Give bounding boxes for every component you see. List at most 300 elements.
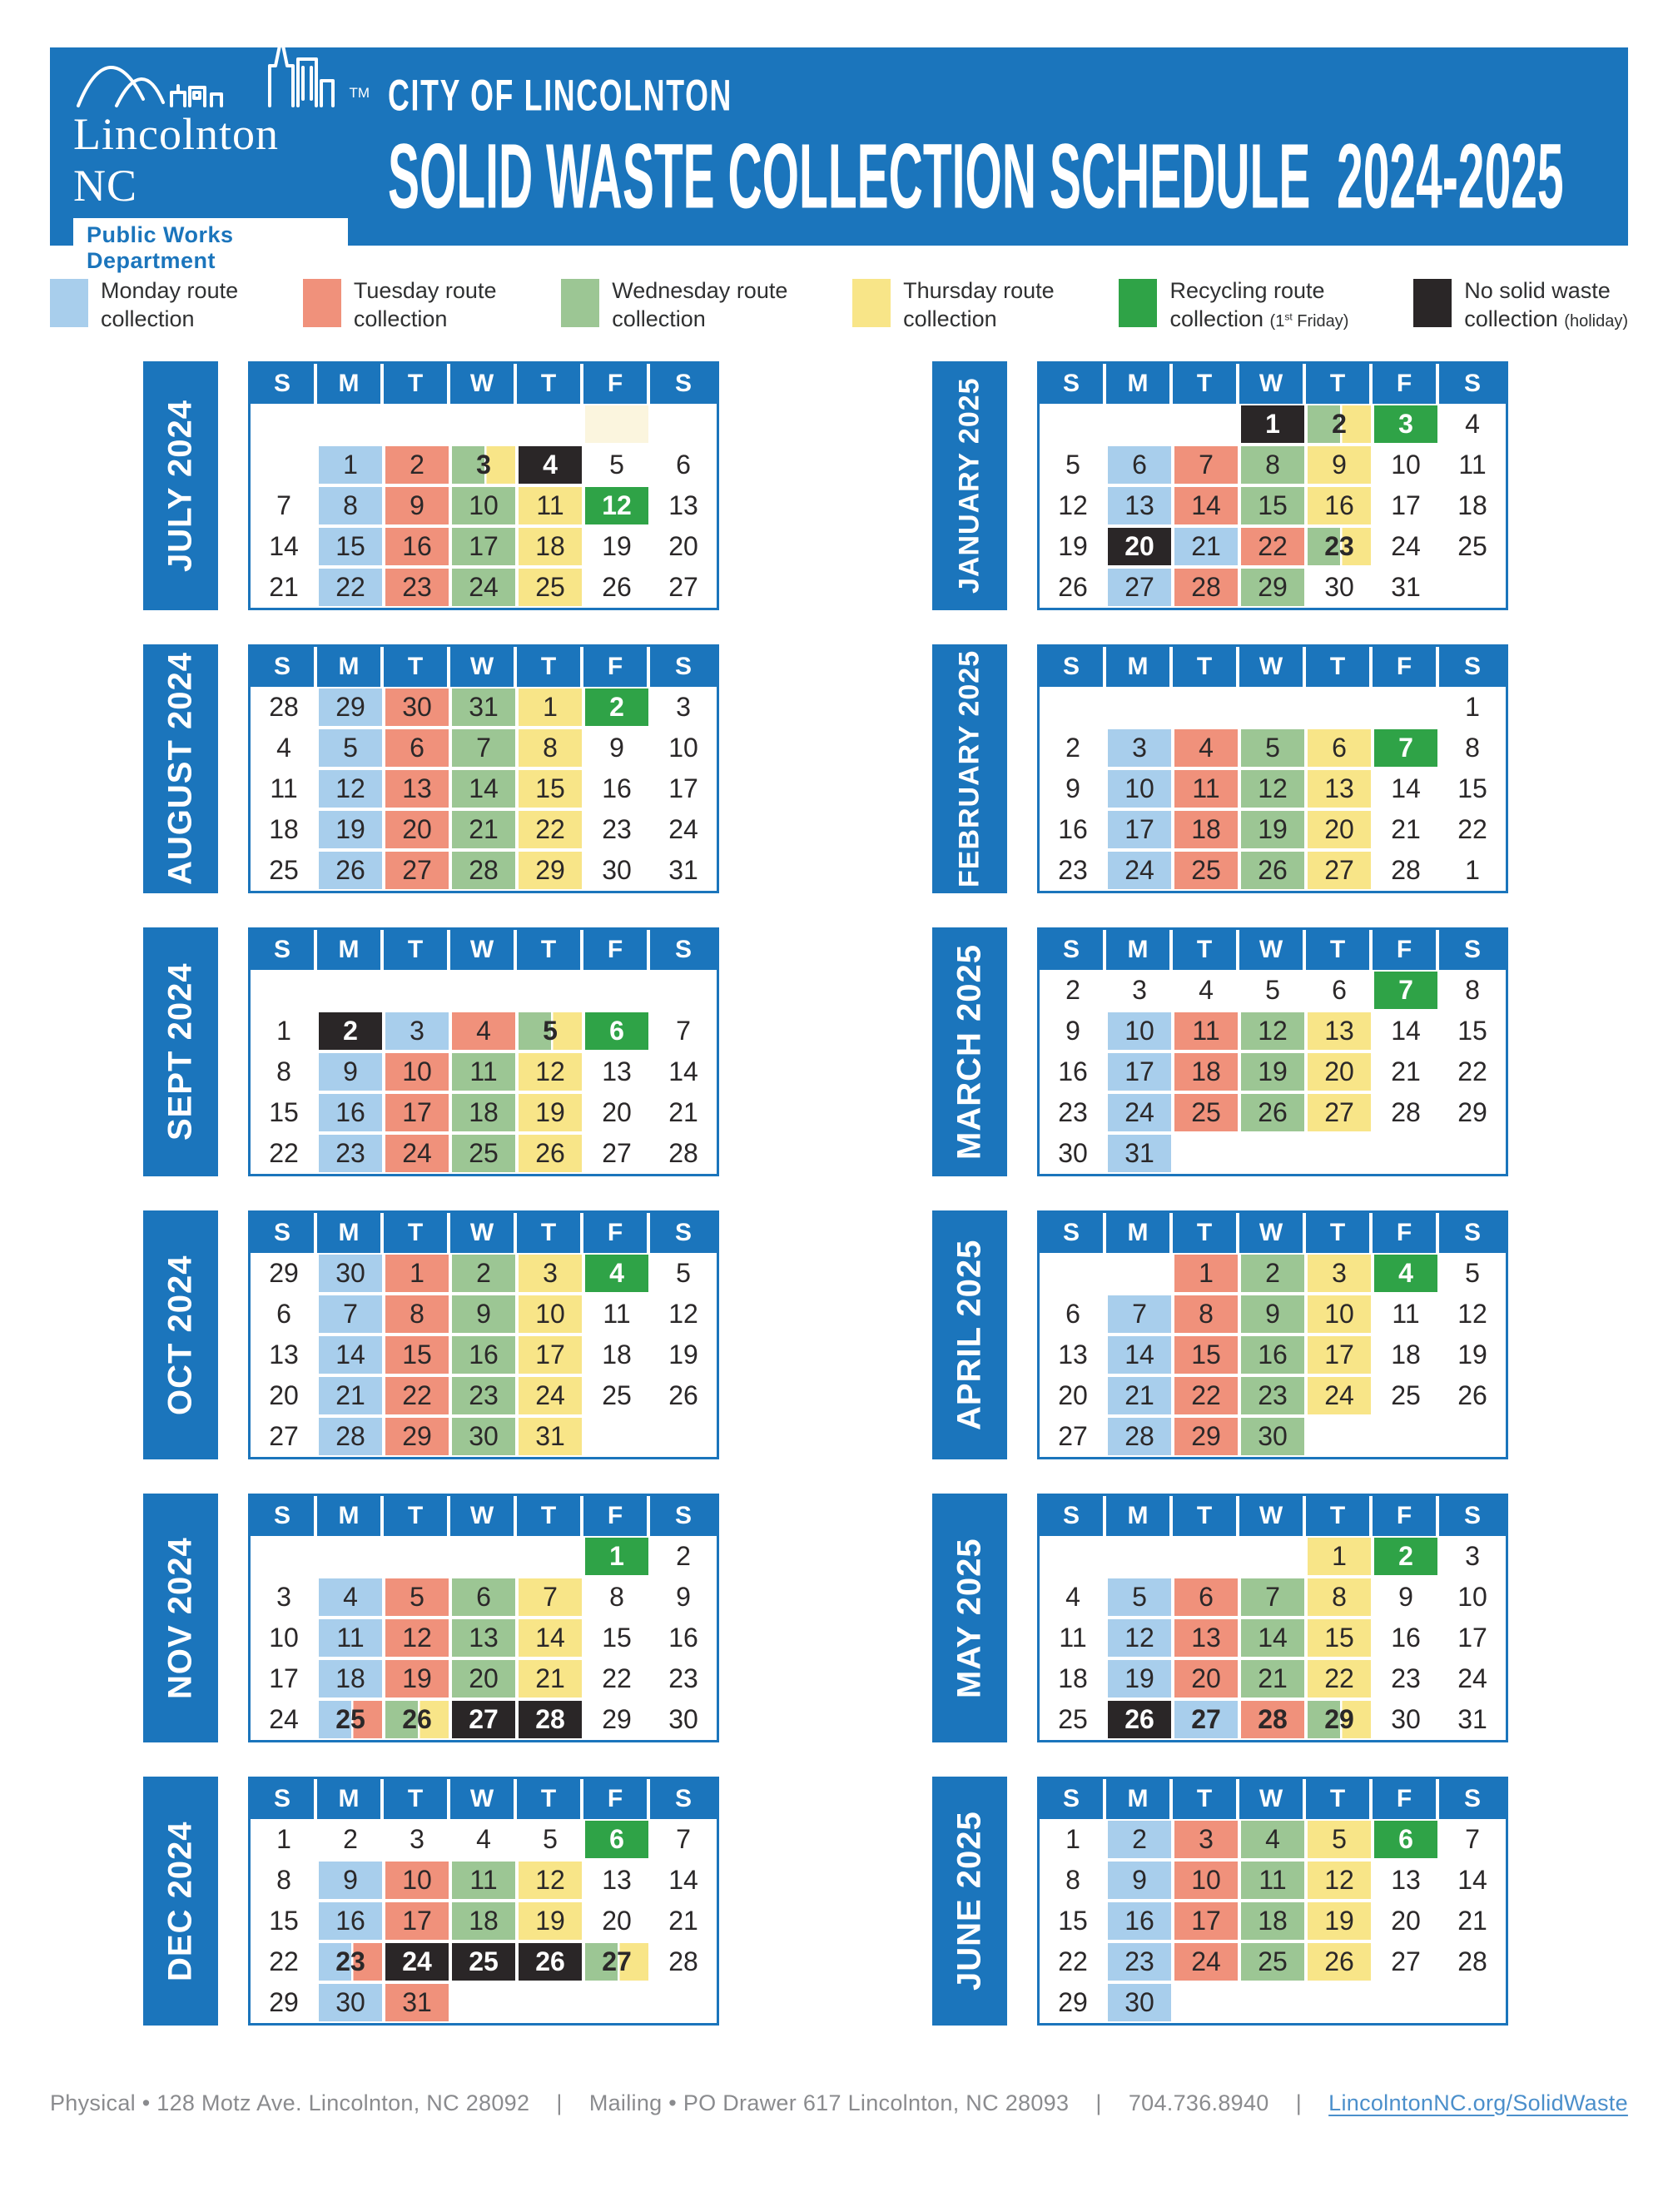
week-row	[251, 728, 717, 768]
day-number: 2	[1065, 732, 1080, 763]
day-number: 31	[385, 1984, 449, 2021]
day-cell	[1173, 1577, 1239, 1618]
day-cell	[450, 1699, 517, 1740]
day-cell	[1106, 1577, 1173, 1618]
day-number: 25	[1457, 530, 1487, 561]
day-cell	[317, 445, 384, 485]
day-number: 7	[676, 1823, 691, 1854]
day-number: 27	[602, 1137, 632, 1168]
day-cell	[317, 1860, 384, 1901]
day-cell	[251, 445, 317, 485]
legend-swatch-tue	[303, 279, 341, 327]
day-number: 13	[1058, 1339, 1088, 1369]
day-cell	[384, 1860, 450, 1901]
day-number	[1174, 688, 1238, 726]
day-number: 12	[1058, 490, 1088, 520]
day-cell	[583, 1051, 650, 1092]
day-cell	[1239, 1011, 1306, 1051]
day-cell	[650, 1253, 717, 1294]
day-cell	[1239, 485, 1306, 526]
day-cell	[517, 1577, 583, 1618]
day-number: 14	[319, 1336, 382, 1374]
day-cell	[1173, 1092, 1239, 1133]
day-number: 18	[452, 1902, 515, 1940]
day-number	[252, 972, 315, 1009]
day-number: 14	[668, 1056, 698, 1086]
day-number: 30	[1241, 1418, 1304, 1455]
day-number: 2	[1241, 1255, 1304, 1292]
day-cell	[1373, 970, 1439, 1011]
day-number: 6	[276, 1298, 291, 1329]
day-header-cell: F	[1373, 1213, 1439, 1253]
day-header-cell: M	[317, 364, 384, 404]
day-cell	[650, 485, 717, 526]
month-calendar	[248, 1210, 719, 1459]
day-number	[652, 972, 715, 1009]
day-number: 3	[385, 1012, 449, 1050]
day-number: 16	[668, 1622, 698, 1653]
day-cell	[317, 1416, 384, 1457]
day-number: 21	[1108, 1377, 1171, 1414]
day-cell	[517, 1051, 583, 1092]
day-cell	[450, 1982, 517, 2023]
day-cell	[1306, 728, 1373, 768]
day-header-cell: W	[1239, 364, 1306, 404]
day-header-row	[1040, 364, 1506, 404]
day-number	[1174, 1538, 1238, 1575]
week-row	[251, 1011, 717, 1051]
day-number: 9	[1108, 1862, 1171, 1899]
day-number: 7	[1241, 1578, 1304, 1616]
day-number: 31	[1391, 571, 1421, 602]
month-calendar	[1037, 644, 1508, 893]
day-number: 26	[385, 1701, 449, 1738]
month-label: FEBRUARY 2025	[932, 644, 1007, 893]
day-cell	[251, 687, 317, 728]
day-cell	[450, 768, 517, 809]
day-number: 4	[1174, 729, 1238, 767]
day-cell	[251, 1253, 317, 1294]
day-number: 22	[319, 569, 382, 606]
day-number: 13	[269, 1339, 299, 1369]
day-number: 20	[602, 1905, 632, 1936]
day-number: 29	[385, 1418, 449, 1455]
week-row	[251, 1375, 717, 1416]
day-cell	[1040, 1011, 1106, 1051]
day-number	[652, 1984, 715, 2021]
day-header-cell: S	[674, 652, 692, 680]
day-header-cell: S	[674, 935, 692, 963]
day-cell	[1439, 1536, 1506, 1577]
day-number: 11	[1241, 1862, 1304, 1899]
day-cell	[1106, 1253, 1173, 1294]
month-calendar	[248, 1494, 719, 1742]
week-row	[1040, 1699, 1506, 1740]
day-cell	[1373, 404, 1439, 445]
day-number: 4	[519, 446, 582, 484]
day-cell	[517, 1011, 583, 1051]
day-number: 14	[1241, 1619, 1304, 1657]
day-cell	[251, 1133, 317, 1174]
day-number: 10	[668, 732, 698, 763]
header-banner	[50, 47, 1628, 273]
week-row	[251, 1133, 717, 1174]
day-cell	[583, 687, 650, 728]
day-number: 25	[452, 1943, 515, 1981]
day-cell	[317, 1294, 384, 1335]
day-cell	[1040, 1416, 1106, 1457]
day-number: 13	[452, 1619, 515, 1657]
day-number: 1	[1065, 1823, 1080, 1854]
day-number: 19	[319, 811, 382, 848]
day-number: 21	[319, 1377, 382, 1414]
footer	[50, 2090, 1628, 2116]
week-row	[1040, 1133, 1506, 1174]
day-header-cell: S	[1463, 652, 1481, 680]
day-cell	[1040, 809, 1106, 850]
day-number: 27	[385, 852, 449, 889]
day-number: 1	[276, 1823, 291, 1854]
day-number: 6	[1065, 1298, 1080, 1329]
day-cell	[1373, 1011, 1439, 1051]
day-cell	[317, 728, 384, 768]
day-header-cell: T	[1306, 647, 1373, 687]
day-number	[385, 1538, 449, 1575]
day-cell	[450, 1375, 517, 1416]
day-cell	[583, 1819, 650, 1860]
day-number: 18	[1058, 1663, 1088, 1693]
day-number: 30	[1058, 1137, 1088, 1168]
day-number: 26	[319, 852, 382, 889]
day-cell	[1306, 445, 1373, 485]
day-number: 13	[668, 490, 698, 520]
day-number: 13	[602, 1864, 632, 1895]
day-number: 31	[668, 854, 698, 885]
day-cell	[1106, 850, 1173, 891]
day-header-cell: F	[583, 930, 650, 970]
day-header-cell: S	[251, 1496, 317, 1536]
day-cell	[1239, 1253, 1306, 1294]
day-number: 16	[1108, 1902, 1171, 1940]
legend-item	[50, 277, 238, 334]
day-number: 27	[269, 1420, 299, 1451]
day-number: 12	[519, 1862, 582, 1899]
day-number: 21	[1391, 1056, 1421, 1086]
day-cell	[317, 526, 384, 567]
month-block	[50, 1494, 839, 1742]
day-number: 25	[602, 1379, 632, 1410]
month-block	[839, 361, 1628, 610]
day-cell	[1306, 1375, 1373, 1416]
day-number: 29	[269, 1986, 299, 2017]
day-number: 22	[1308, 1660, 1371, 1698]
day-number: 22	[1457, 1056, 1487, 1086]
month-block	[50, 927, 839, 1176]
day-number: 26	[1058, 571, 1088, 602]
day-number	[1108, 405, 1171, 443]
day-cell	[1239, 1819, 1306, 1860]
day-cell	[1173, 970, 1239, 1011]
day-number: 12	[1108, 1619, 1171, 1657]
day-cell	[450, 1536, 517, 1577]
day-cell	[583, 1860, 650, 1901]
day-number: 10	[1108, 770, 1171, 808]
day-cell	[517, 1375, 583, 1416]
day-header-cell: T	[517, 1779, 583, 1819]
footer-link[interactable]: LincolntonNC.org/SolidWaste	[1328, 2090, 1628, 2115]
day-number: 21	[668, 1096, 698, 1127]
day-header-cell: T	[384, 647, 450, 687]
day-number: 27	[1058, 1420, 1088, 1451]
day-number: 10	[1108, 1012, 1171, 1050]
day-cell	[1040, 1577, 1106, 1618]
day-cell	[251, 1294, 317, 1335]
week-row	[251, 809, 717, 850]
day-cell	[650, 1577, 717, 1618]
day-cell	[1106, 1051, 1173, 1092]
day-cell	[1106, 1901, 1173, 1941]
day-number	[452, 1538, 515, 1575]
day-number: 19	[519, 1094, 582, 1131]
day-number: 19	[1241, 811, 1304, 848]
day-header-cell: T	[1306, 930, 1373, 970]
day-cell	[1106, 1819, 1173, 1860]
day-cell	[1373, 485, 1439, 526]
day-cell	[1373, 1416, 1439, 1457]
day-number: 14	[1391, 773, 1421, 803]
month-label: MARCH 2025	[932, 927, 1007, 1176]
day-cell	[317, 1375, 384, 1416]
day-number: 22	[269, 1946, 299, 1976]
day-cell	[384, 1699, 450, 1740]
day-cell	[251, 1092, 317, 1133]
day-number: 14	[1174, 487, 1238, 524]
day-number	[1308, 688, 1371, 726]
day-number: 11	[1392, 1298, 1420, 1329]
day-number: 17	[452, 528, 515, 565]
day-cell	[1306, 1618, 1373, 1658]
day-header-row	[251, 1496, 717, 1536]
day-number	[585, 1418, 648, 1455]
day-number: 27	[1391, 1946, 1421, 1976]
day-number: 18	[269, 813, 299, 844]
day-cell	[1040, 1133, 1106, 1174]
day-cell	[1173, 1253, 1239, 1294]
day-header-cell: S	[1040, 1496, 1106, 1536]
day-number: 12	[585, 487, 648, 524]
day-cell	[1106, 485, 1173, 526]
day-cell	[650, 567, 717, 608]
day-cell	[384, 1294, 450, 1335]
week-row	[251, 1051, 717, 1092]
day-cell	[650, 1092, 717, 1133]
day-number: 31	[1457, 1703, 1487, 1734]
day-number: 26	[519, 1943, 582, 1981]
day-cell	[650, 1941, 717, 1982]
day-cell	[583, 485, 650, 526]
day-number: 23	[668, 1663, 698, 1693]
day-header-cell: F	[583, 1496, 650, 1536]
day-number: 14	[269, 530, 299, 561]
week-row	[251, 687, 717, 728]
day-cell	[1040, 1536, 1106, 1577]
day-number: 4	[476, 1823, 491, 1854]
day-cell	[1306, 526, 1373, 567]
day-number: 28	[1391, 1096, 1421, 1127]
day-header-cell: M	[317, 647, 384, 687]
day-number: 16	[1241, 1336, 1304, 1374]
day-number: 11	[603, 1298, 631, 1329]
day-cell	[650, 728, 717, 768]
day-number: 24	[1308, 1377, 1371, 1414]
day-number	[1108, 1538, 1171, 1575]
day-cell	[517, 809, 583, 850]
day-cell	[317, 404, 384, 445]
day-cell	[251, 1011, 317, 1051]
day-number: 10	[452, 487, 515, 524]
day-cell	[1040, 768, 1106, 809]
day-number: 14	[1108, 1336, 1171, 1374]
day-cell	[1106, 809, 1173, 850]
day-number: 27	[585, 1943, 648, 1981]
day-number	[1374, 1418, 1437, 1455]
day-cell	[384, 1819, 450, 1860]
day-cell	[1173, 1941, 1239, 1982]
day-number: 29	[269, 1257, 299, 1288]
day-cell	[1040, 485, 1106, 526]
day-header-cell: F	[1373, 1779, 1439, 1819]
day-cell	[517, 1658, 583, 1699]
day-number: 28	[668, 1137, 698, 1168]
footer-separator: |	[1295, 2090, 1303, 2115]
day-number: 28	[1457, 1946, 1487, 1976]
day-cell	[450, 526, 517, 567]
day-cell	[1373, 1294, 1439, 1335]
day-number: 15	[602, 1622, 632, 1653]
day-cell	[517, 687, 583, 728]
day-header-row	[251, 930, 717, 970]
day-cell	[1439, 1294, 1506, 1335]
day-cell	[1373, 1860, 1439, 1901]
day-number: 15	[519, 770, 582, 808]
day-number: 25	[452, 1135, 515, 1172]
week-row	[251, 526, 717, 567]
day-cell	[517, 850, 583, 891]
day-cell	[1239, 1577, 1306, 1618]
day-cell	[251, 1982, 317, 2023]
day-cell	[317, 567, 384, 608]
day-cell	[583, 1092, 650, 1133]
day-header-cell: S	[1463, 935, 1481, 963]
week-row	[251, 1416, 717, 1457]
day-cell	[450, 1051, 517, 1092]
day-number: 24	[1174, 1943, 1238, 1981]
day-number: 22	[1457, 813, 1487, 844]
day-number: 5	[519, 1012, 582, 1050]
day-cell	[384, 1901, 450, 1941]
day-cell	[1239, 1618, 1306, 1658]
day-number: 24	[519, 1377, 582, 1414]
day-cell	[583, 445, 650, 485]
day-header-cell: M	[1106, 1779, 1173, 1819]
day-cell	[583, 1536, 650, 1577]
day-cell	[1373, 1536, 1439, 1577]
day-number: 13	[1308, 770, 1371, 808]
day-number	[319, 972, 382, 1009]
day-number	[1174, 1984, 1238, 2021]
week-row	[251, 404, 717, 445]
day-cell	[583, 1253, 650, 1294]
day-number: 29	[1241, 569, 1304, 606]
day-number: 22	[269, 1137, 299, 1168]
legend-swatch-rec	[1119, 279, 1157, 327]
month-calendar	[1037, 361, 1508, 610]
day-cell	[650, 1536, 717, 1577]
day-number: 14	[1457, 1864, 1487, 1895]
day-number: 15	[1241, 487, 1304, 524]
day-number: 19	[385, 1660, 449, 1698]
day-header-cell: S	[251, 364, 317, 404]
day-number: 13	[1108, 487, 1171, 524]
legend-swatch-hol	[1413, 279, 1452, 327]
day-cell	[1373, 1253, 1439, 1294]
day-cell	[1373, 1819, 1439, 1860]
day-number: 25	[1058, 1703, 1088, 1734]
day-cell	[450, 1133, 517, 1174]
day-number	[1441, 1984, 1504, 2021]
day-number: 16	[319, 1094, 382, 1131]
day-cell	[317, 1011, 384, 1051]
day-cell	[1306, 1819, 1373, 1860]
day-number	[519, 972, 582, 1009]
day-cell	[1439, 1982, 1506, 2023]
day-number: 30	[319, 1984, 382, 2021]
day-number: 15	[1058, 1905, 1088, 1936]
day-number	[1174, 405, 1238, 443]
day-number: 3	[1465, 1540, 1480, 1571]
day-header-cell: W	[450, 1779, 517, 1819]
month-calendar	[1037, 927, 1508, 1176]
day-cell	[251, 567, 317, 608]
day-cell	[650, 1982, 717, 2023]
week-row	[1040, 567, 1506, 608]
day-cell	[1106, 1536, 1173, 1577]
day-number: 20	[1308, 1053, 1371, 1091]
week-row	[251, 1618, 717, 1658]
day-cell	[1306, 1051, 1373, 1092]
day-number: 19	[668, 1339, 698, 1369]
day-cell	[1173, 1294, 1239, 1335]
day-cell	[517, 728, 583, 768]
day-cell	[1173, 404, 1239, 445]
day-cell	[317, 485, 384, 526]
day-cell	[1173, 1860, 1239, 1901]
day-cell	[1439, 1901, 1506, 1941]
day-number	[1308, 1418, 1371, 1455]
day-number	[1374, 1135, 1437, 1172]
day-number	[519, 1538, 582, 1575]
day-cell	[583, 1294, 650, 1335]
day-number: 15	[1174, 1336, 1238, 1374]
day-cell	[1239, 1860, 1306, 1901]
month-label: OCT 2024	[143, 1210, 218, 1459]
day-header-cell: S	[1040, 1213, 1106, 1253]
day-number: 25	[1174, 852, 1238, 889]
month-block	[50, 1210, 839, 1459]
day-number: 10	[1457, 1581, 1487, 1612]
day-number: 24	[1457, 1663, 1487, 1693]
day-number: 30	[1108, 1984, 1171, 2021]
